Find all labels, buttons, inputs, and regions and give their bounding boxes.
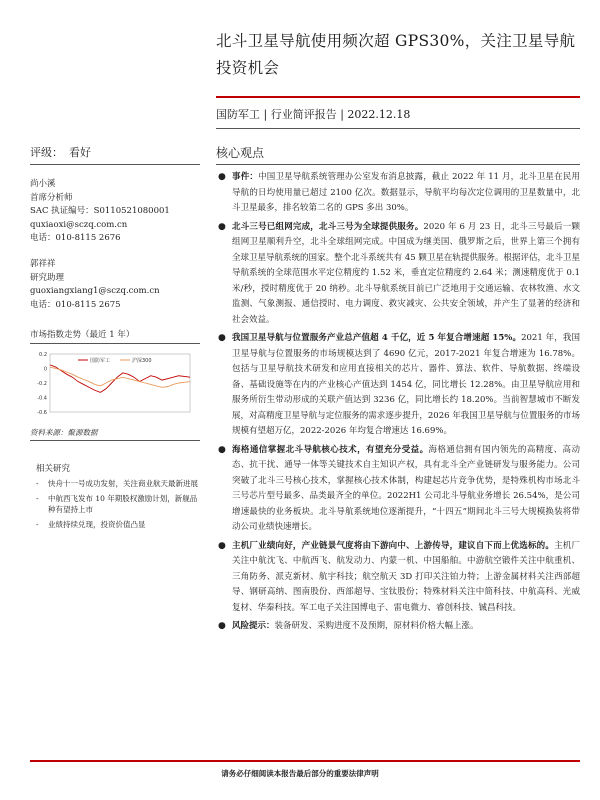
related-research-list bbox=[36, 478, 202, 533]
core-point bbox=[216, 331, 580, 440]
report-title-block bbox=[216, 28, 576, 82]
section-divider bbox=[216, 164, 580, 165]
report-title: 北斗卫星导航使用频次超 GPS30%，关注卫星导航投资机会 bbox=[216, 32, 576, 77]
core-point bbox=[216, 220, 580, 329]
series-line-0 bbox=[50, 365, 190, 393]
chart-source: 资料来源：聚源数据 bbox=[30, 428, 98, 437]
series-line-1 bbox=[50, 367, 190, 387]
point-head: 海格通信掌握北斗导航核心技术，有望充分受益。 bbox=[232, 444, 429, 455]
core-point bbox=[216, 170, 580, 217]
point-head: 风险提示： bbox=[232, 621, 275, 631]
bullet-icon: ● bbox=[218, 621, 226, 631]
analyst-phone: 电话：010-8115 2676 bbox=[30, 233, 121, 243]
related-item-text: 中航西飞发布 10 年期股权激励计划，新舰品种有望持上市 bbox=[48, 493, 198, 514]
point-head: 我国卫星导航与位置服务产业总产值超 4 千亿，近 5 年复合增速超 15%。 bbox=[232, 333, 522, 343]
report-subtitle: 国防军工 | 行业简评报告 | 2022.12.18 bbox=[216, 108, 411, 121]
analyst-card bbox=[30, 178, 170, 246]
legend-label: 国防军工 bbox=[90, 358, 111, 364]
bullet-icon: ● bbox=[218, 172, 226, 182]
chart-source-divider bbox=[30, 440, 200, 441]
point-body: 海格通信拥有国内领先的高精度、高动态、抗干扰、通导一体等关键技术自主知识产权，具有北斗全产业链研发与服务能力。公司突破了北斗三号核心技术，掌握核心技术体制，构建起芯片竞争优势，是特殊机构市场北斗三号芯片型号最多、品类最齐全的单位。2022H1 公司北斗导航业务增长 26.54%，是公司增速最快的业务板块。北斗导航系统地位逐渐提升，“十四五”期间北斗三号大规模换装将带动公司业绩快速增长。 bbox=[232, 444, 580, 532]
analyst-name: 郭祥祥 bbox=[30, 259, 56, 269]
bullet-icon: ● bbox=[218, 444, 226, 455]
related-item[interactable] bbox=[36, 478, 202, 490]
rating-row bbox=[30, 144, 97, 160]
related-item-text: 业绩持续兑现，投资价值凸显 bbox=[48, 519, 146, 529]
market-index-chart bbox=[30, 348, 200, 418]
point-head: 主机厂业绩向好，产业链景气度将由下游向中、上游传导，建议自下而上优选标的。 bbox=[232, 540, 555, 551]
chart-frame bbox=[50, 354, 190, 412]
legend-label: 沪深300 bbox=[132, 358, 152, 364]
y-tick-label: 0.2 bbox=[39, 352, 47, 358]
related-item-text: 快舟十一号成功发射，关注商业航天最新进展 bbox=[48, 479, 198, 488]
related-item[interactable] bbox=[36, 519, 202, 531]
bullet-icon: ● bbox=[218, 540, 226, 551]
rating-label: 评级： bbox=[30, 146, 63, 159]
rating-value: 看好 bbox=[69, 146, 91, 159]
analyst-role: 首席分析师 bbox=[30, 192, 73, 203]
footer-divider bbox=[30, 760, 580, 762]
bullet-icon: ● bbox=[218, 333, 226, 343]
point-body: 主机厂关注中航沈飞、中航西飞、航发动力、内蒙一机、中国船舶。中游航空锻件关注中航重机、三角防务、派克新材、航宇科技；航空航天 3D 打印关注铂力特；上游金属材料关注西部超导、钢研高纳、图南股份、西部超导、宝钛股份；特殊材料关注中简科技、中航高科、光威复材、华秦科技。军工电子关注国博电子、雷电微力、睿创科技、铖昌科技。 bbox=[232, 540, 580, 613]
core-point bbox=[216, 443, 580, 536]
analyst-phone: 电话：010-8115 2675 bbox=[30, 299, 121, 310]
footer-disclaimer: 请务必仔细阅读本报告最后部分的重要法律声明 bbox=[221, 769, 379, 778]
bullet-icon: ● bbox=[218, 221, 226, 232]
y-tick-label: 0 bbox=[43, 366, 47, 373]
y-tick-label: -0.6 bbox=[37, 410, 47, 416]
related-item[interactable] bbox=[36, 493, 202, 516]
point-body: 2020 年 6 月 23 日，北斗三号最后一颗组网卫星顺利升空，北斗全球组网完成。中国成为继美国、俄罗斯之后，世界上第三个拥有全球卫星导航系统的国家。整个北斗系统共有 45 颗卫星在轨提供服务。根据评估，北斗卫星导航系统的全球范围水平定位精度约 1.52 米，垂直定位精度约 2.64 米；测速精度优于 0.1 米/秒，授时精度优于 20 纳秒。北斗导航系统目前已广泛地用于交通运输、农林牧渔、水文监测、气象测报、通信授时、电力调度、救灾减灾、公共安全领域，并产生了显著的经济和社会效益。 bbox=[232, 221, 580, 325]
point-body: 中国卫星导航系统管理办公室发布消息披露，截止 2022 年 11 月，北斗卫星在民用导航的日均使用量已超过 2100 亿次。数据显示，导航平均每次定位调用的卫星数量中，北斗卫星最多，排名较第二名的 GPS 多出 30%。 bbox=[232, 172, 580, 213]
analyst-email[interactable]: guoxiangxiang1@sczq.com.cn bbox=[30, 286, 160, 296]
dash-icon: - bbox=[36, 479, 39, 488]
analyst-name: 尚小溪 bbox=[30, 179, 56, 189]
title-divider bbox=[216, 96, 580, 98]
core-point bbox=[216, 539, 580, 617]
analyst-card bbox=[30, 258, 160, 312]
dash-icon: - bbox=[36, 519, 39, 529]
y-tick-label: -0.2 bbox=[37, 381, 47, 387]
point-head: 事件： bbox=[232, 172, 259, 182]
dash-icon: - bbox=[36, 493, 39, 503]
y-tick-label: -0.4 bbox=[37, 395, 47, 402]
core-point bbox=[216, 619, 580, 635]
rating-divider bbox=[30, 164, 200, 165]
chart-title: 市场指数走势（最近 1 年） bbox=[30, 330, 135, 340]
chart-svg bbox=[30, 348, 200, 418]
point-head: 北斗三号已组网完成，北斗三号为全球提供服务。 bbox=[232, 221, 424, 232]
subtitle-divider bbox=[216, 128, 580, 129]
point-body: 装备研发、采购进度不及预期，原材料价格大幅上涨。 bbox=[274, 621, 479, 631]
related-research-title: 相关研究 bbox=[36, 464, 71, 474]
core-points-list bbox=[216, 170, 580, 638]
analyst-role: 研究助理 bbox=[30, 272, 65, 283]
analyst-sac: SAC 执证编号：S0110521080001 bbox=[30, 206, 170, 216]
chart-divider bbox=[30, 343, 200, 344]
analyst-email[interactable]: quxiaoxi@sczq.com.cn bbox=[30, 219, 128, 230]
point-body: 2021 年，我国卫星导航与位置服务的市场规模达到了 4690 亿元，2017-2021 年复合增速为 16.78%。包括与卫星导航技术研发和应用直接相关的芯片、器件、算法、软件、导航数据、终端设备、基础设施等在内的产业核心产值达到 1454 亿，同比增长 12.28%。由卫星导航应用和服务所衍生带动形成的关联产值达到 3236 亿，同比增长约 18.20%。当前智慧城市不断发展，对高精度卫星导航与定位服务的需求逐步提升，2026 年我国卫星导航与位置服务的市场规模有望超万亿，2022-2026 年均复合增速达 16.69%。 bbox=[232, 333, 580, 436]
section-title: 核心观点 bbox=[216, 146, 265, 160]
